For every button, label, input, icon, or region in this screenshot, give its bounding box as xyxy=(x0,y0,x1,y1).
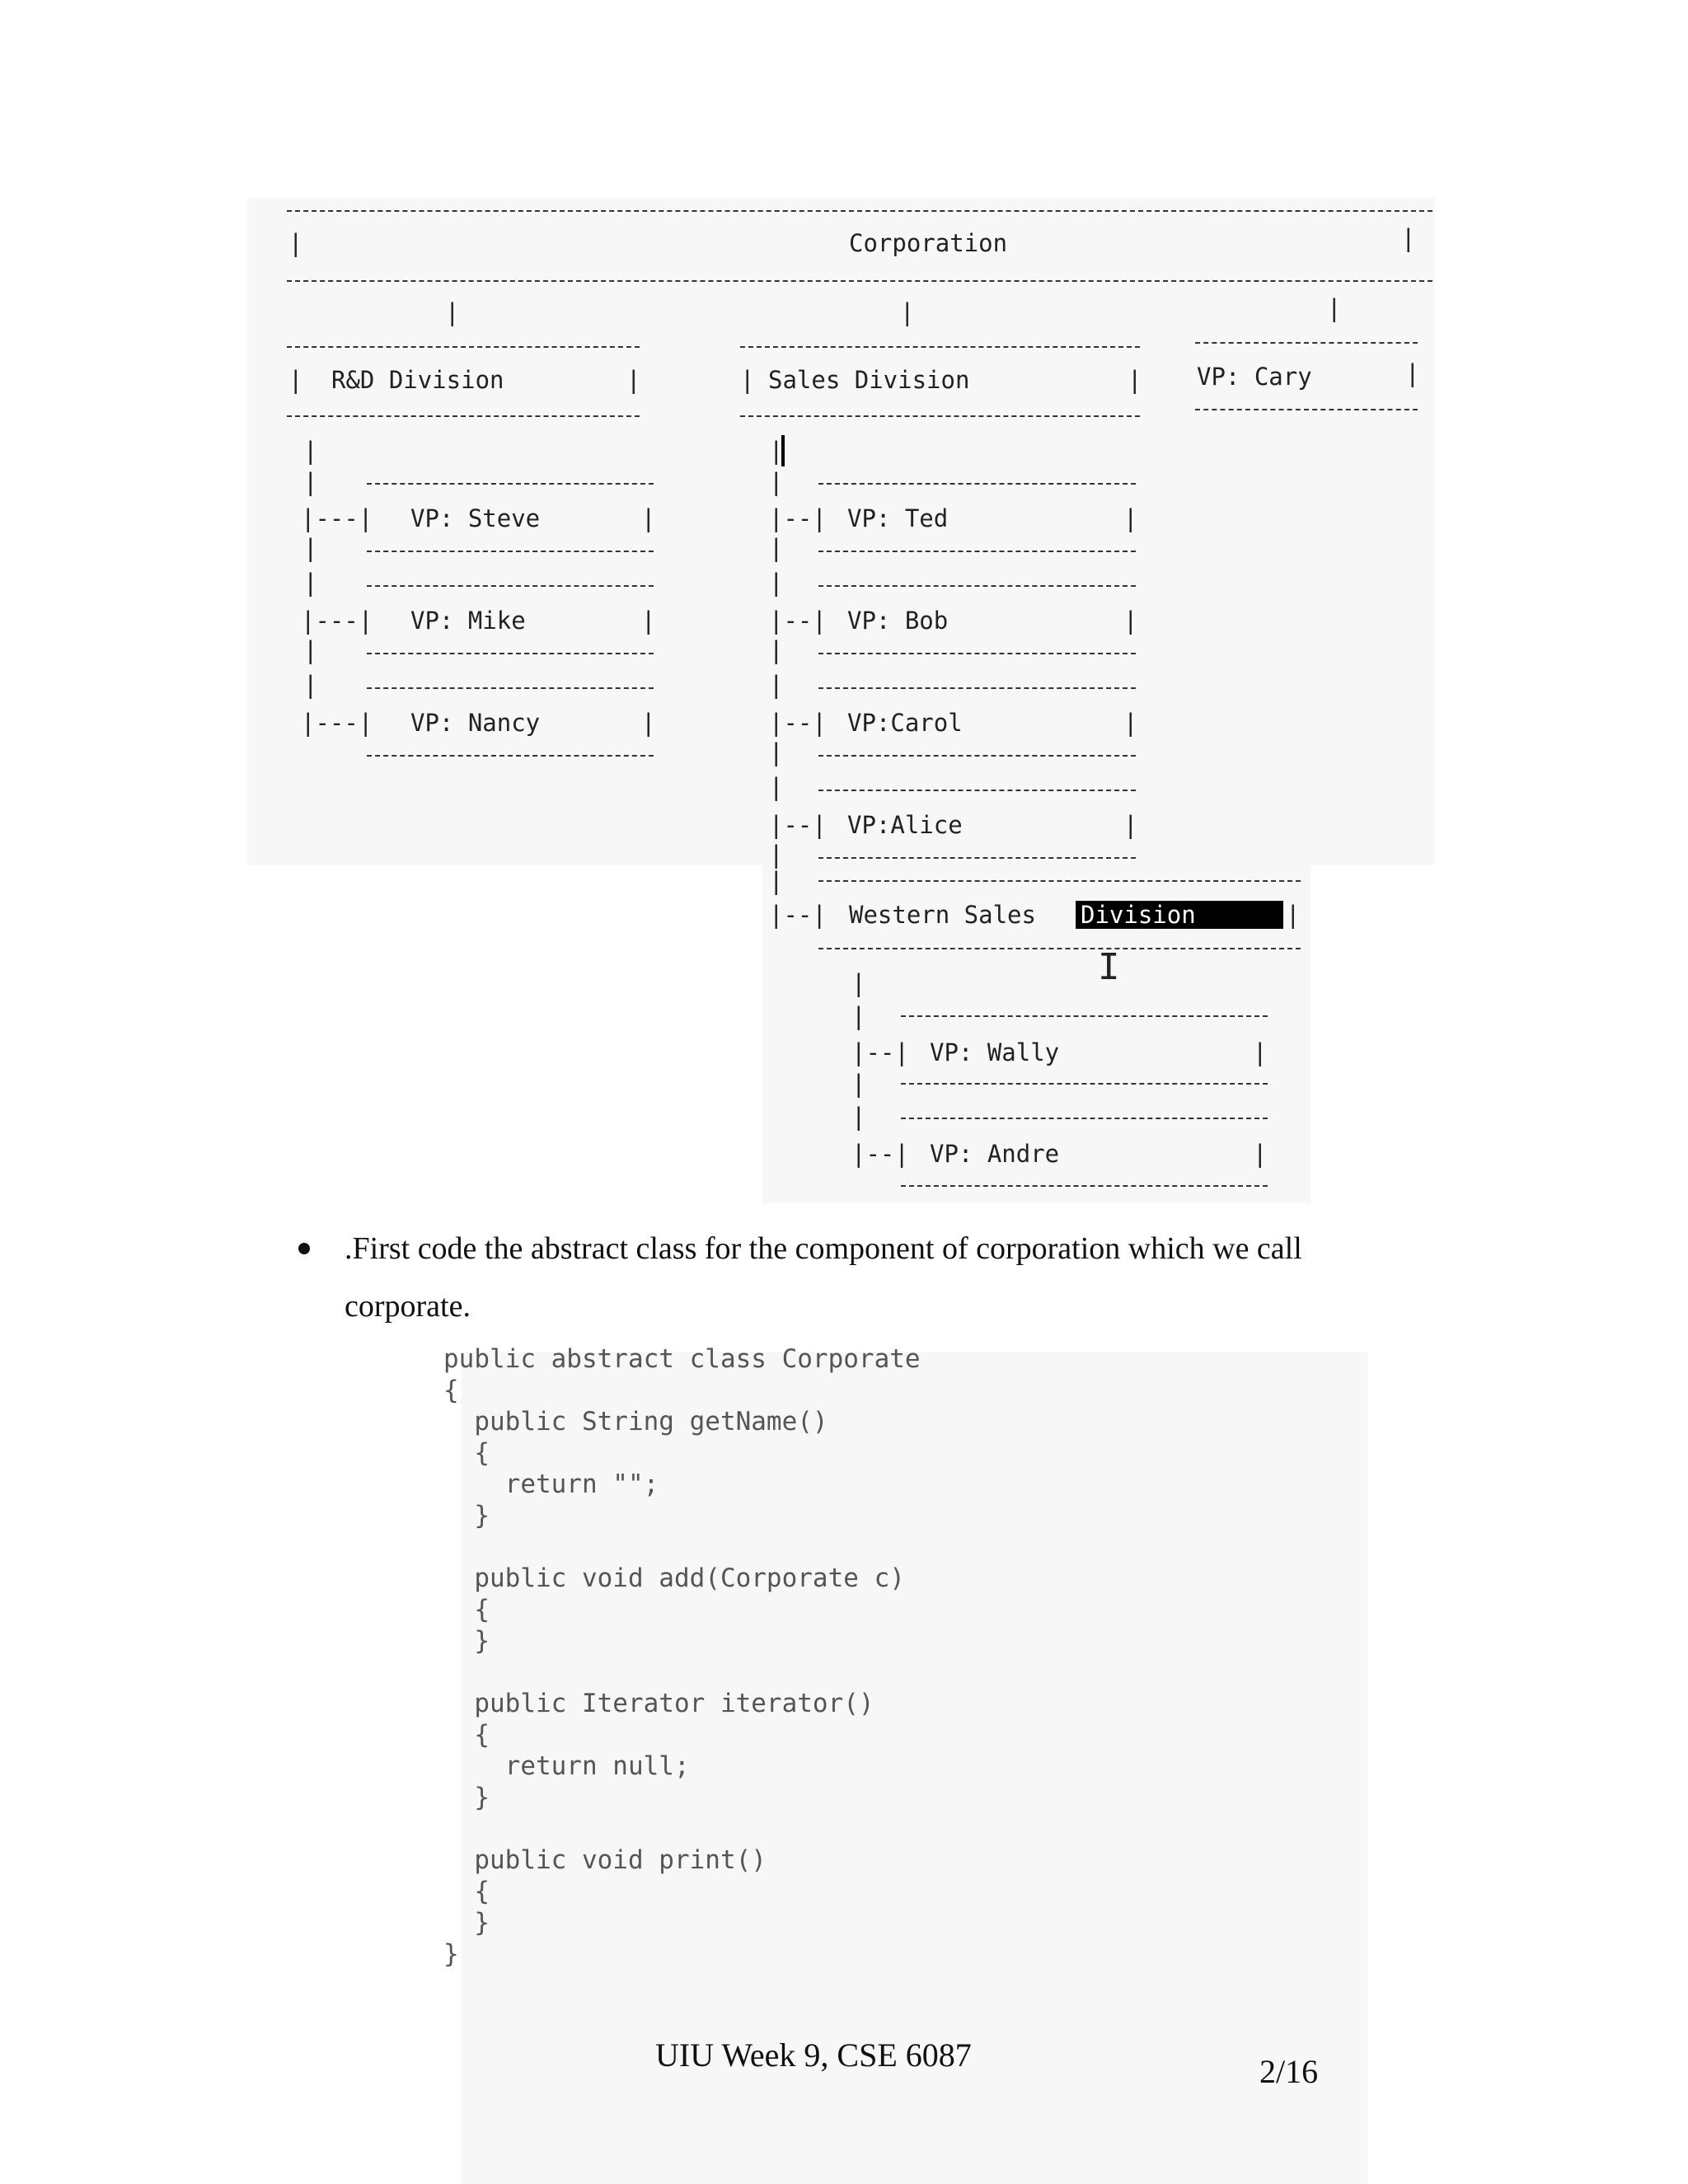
andre-right-bar: | xyxy=(1253,1140,1268,1168)
bob-branch: |--| xyxy=(769,607,827,635)
sales-trunk-3: | xyxy=(769,534,784,562)
nancy-branch: |---| xyxy=(301,709,373,737)
vp-steve-label: VP: Steve xyxy=(410,504,541,532)
alice-box-bottom xyxy=(818,857,1136,859)
western-trunk-2: | xyxy=(851,1002,866,1030)
bullet-marker xyxy=(298,1243,310,1254)
vp-andre-label: VP: Andre xyxy=(930,1140,1060,1168)
western-right-bar: | xyxy=(1286,901,1301,929)
rd-box-top xyxy=(287,346,640,348)
steve-branch: |---| xyxy=(301,504,373,532)
sales-trunk-7: | xyxy=(769,738,784,766)
western-division-selected-text[interactable]: Division xyxy=(1076,901,1283,929)
rd-right-bar: | xyxy=(626,366,641,394)
rd-trunk-2: | xyxy=(303,468,318,496)
sales-trunk-1: | xyxy=(769,437,784,465)
sales-trunk-2: | xyxy=(769,468,784,496)
alice-box-top xyxy=(818,790,1136,791)
western-trunk-1: | xyxy=(851,969,866,997)
corporation-box-bottom xyxy=(287,280,1432,282)
bob-box-top xyxy=(818,585,1136,587)
cary-box-top xyxy=(1195,342,1418,344)
western-box-top xyxy=(818,880,1301,882)
sales-division-label: Sales Division xyxy=(768,366,970,394)
sales-right-bar: | xyxy=(1128,366,1142,394)
carol-branch: |--| xyxy=(769,709,827,737)
western-box-bottom xyxy=(818,948,1301,949)
western-trunk-3: | xyxy=(851,1070,866,1098)
corporation-label: Corporation xyxy=(849,229,1008,257)
sales-trunk-6: | xyxy=(769,671,784,699)
western-branch: |--| xyxy=(769,901,827,929)
nancy-box-bottom xyxy=(367,755,654,757)
page-number: 2/16 xyxy=(1259,2053,1319,2090)
rd-trunk-4: | xyxy=(303,569,318,597)
steve-box-bottom xyxy=(367,551,654,552)
mike-box-top xyxy=(367,585,654,587)
sales-trunk-10: | xyxy=(769,867,784,895)
sales-trunk-9: | xyxy=(769,841,784,869)
corporation-right-bar: | xyxy=(1401,224,1416,252)
sales-box-bottom xyxy=(740,415,1140,417)
ted-right-bar: | xyxy=(1123,504,1138,532)
rd-box-bottom xyxy=(287,415,640,417)
rd-trunk-1: | xyxy=(303,437,318,465)
sales-left-bar: | xyxy=(740,366,755,394)
footer-course: UIU Week 9, CSE 6087 xyxy=(655,2036,972,2074)
code-listing: public abstract class Corporate { public String getName() { return ""; } public void add(Corporate c) { } public Iterator iterator() { return null; } public void print() { } } xyxy=(443,1344,921,1969)
rd-trunk-6: | xyxy=(303,671,318,699)
vp-nancy-label: VP: Nancy xyxy=(410,709,541,737)
bob-box-bottom xyxy=(818,653,1136,654)
ted-box-top xyxy=(818,483,1136,485)
andre-box-bottom xyxy=(901,1185,1268,1187)
connector-cary: | xyxy=(1327,294,1342,322)
vp-bob-label: VP: Bob xyxy=(847,607,949,635)
steve-box-top xyxy=(367,483,654,485)
mike-right-bar: | xyxy=(641,607,656,635)
nancy-box-top xyxy=(367,687,654,689)
western-sales-label: Western Sales xyxy=(849,901,1036,929)
corporation-box-top xyxy=(287,210,1432,212)
sales-trunk-4: | xyxy=(769,569,784,597)
connector-rd: | xyxy=(445,298,460,326)
ted-branch: |--| xyxy=(769,504,827,532)
carol-box-top xyxy=(818,687,1136,689)
mike-branch: |---| xyxy=(301,607,373,635)
wally-branch: |--| xyxy=(851,1038,909,1066)
vp-wally-label: VP: Wally xyxy=(930,1038,1060,1066)
ted-box-bottom xyxy=(818,551,1136,552)
vp-alice-label: VP:Alice xyxy=(847,811,963,839)
wally-right-bar: | xyxy=(1253,1038,1268,1066)
wally-box-top xyxy=(901,1015,1268,1017)
andre-box-top xyxy=(901,1118,1268,1119)
alice-branch: |--| xyxy=(769,811,827,839)
steve-right-bar: | xyxy=(641,504,656,532)
sales-trunk-5: | xyxy=(769,636,784,664)
vp-mike-label: VP: Mike xyxy=(410,607,526,635)
andre-branch: |--| xyxy=(851,1140,909,1168)
carol-right-bar: | xyxy=(1123,709,1138,737)
rd-division-label: R&D Division xyxy=(331,366,504,394)
vp-ted-label: VP: Ted xyxy=(847,504,949,532)
mike-box-bottom xyxy=(367,653,654,654)
alice-right-bar: | xyxy=(1123,811,1138,839)
sales-box-top xyxy=(740,346,1140,348)
connector-sales: | xyxy=(900,298,915,326)
bob-right-bar: | xyxy=(1123,607,1138,635)
corporation-left-bar: | xyxy=(288,229,303,257)
ibeam-cursor-icon: I xyxy=(1098,946,1120,988)
nancy-right-bar: | xyxy=(641,709,656,737)
vp-cary-label: VP: Cary xyxy=(1197,363,1312,391)
cary-box-bottom xyxy=(1195,409,1418,410)
bullet-paragraph: .First code the abstract class for the component of corporation which we call corporate. xyxy=(345,1231,1302,1324)
western-trunk-4: | xyxy=(851,1103,866,1131)
vp-carol-label: VP:Carol xyxy=(847,709,963,737)
wally-box-bottom xyxy=(901,1083,1268,1085)
sales-trunk-8: | xyxy=(769,773,784,801)
rd-left-bar: | xyxy=(288,366,303,394)
cary-right-bar: | xyxy=(1405,359,1420,387)
rd-trunk-5: | xyxy=(303,636,318,664)
carol-box-bottom xyxy=(818,755,1136,757)
rd-trunk-3: | xyxy=(303,534,318,562)
